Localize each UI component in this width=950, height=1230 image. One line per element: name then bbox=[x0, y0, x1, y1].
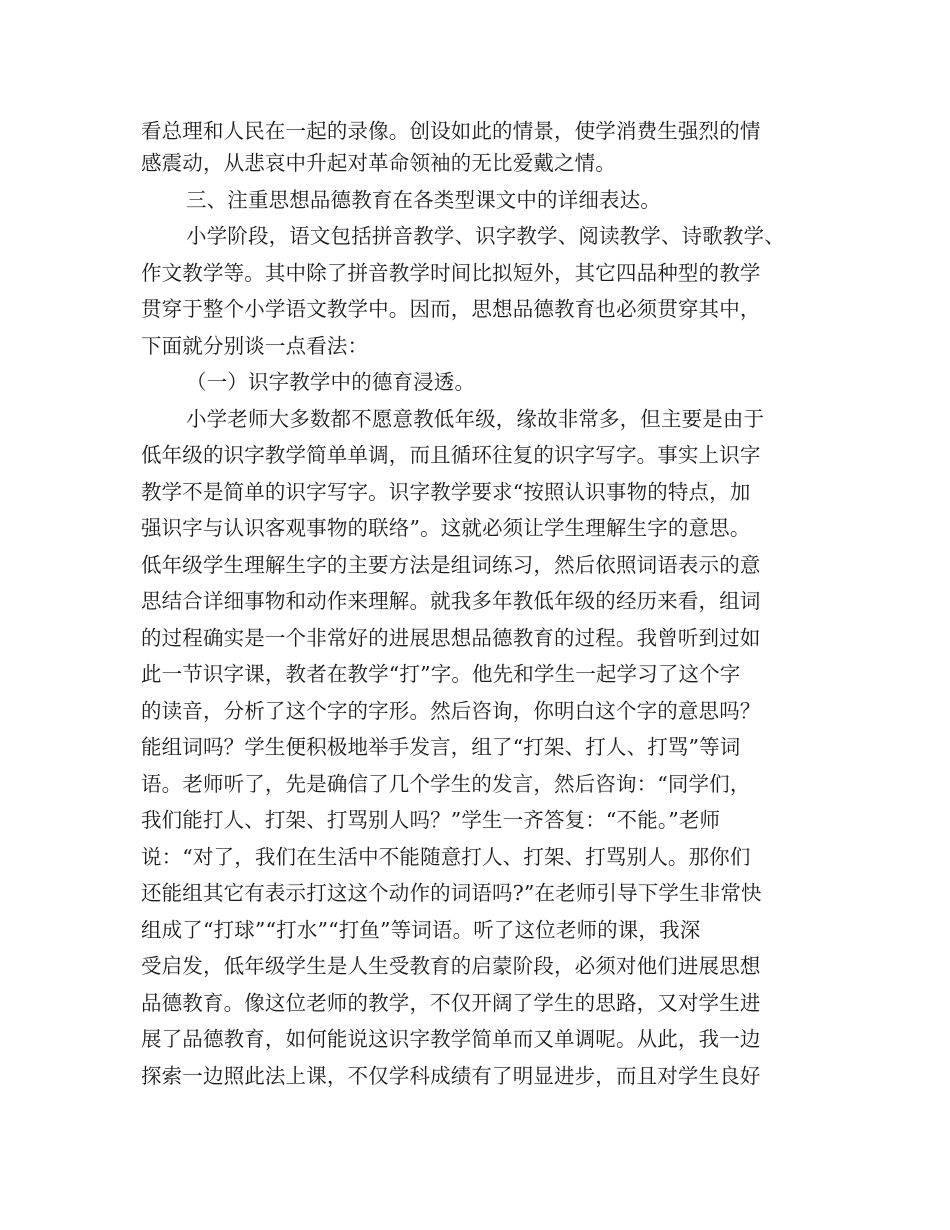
text-line: 强识字与认识客观事物的联络”。这就必须让学生理解生字的意思。 bbox=[141, 516, 751, 540]
text-line: 下面就分别谈一点看法： bbox=[141, 334, 369, 358]
text-line: 品德教育。像这位老师的教学，不仅开阔了学生的思路，又对学生进 bbox=[141, 991, 761, 1015]
text-line: 感震动，从悲哀中升起对革命领袖的无比爱戴之情。 bbox=[141, 151, 616, 175]
text-line: 展了品德教育，如何能说这识字教学简单而又单调呢。从此，我一边 bbox=[141, 1027, 761, 1051]
text-line: 低年级的识字教学简单单调，而且循环往复的识字写字。事实上识字 bbox=[141, 443, 761, 467]
text-line: 看总理和人民在一起的录像。创设如此的情景，使学消费生强烈的情 bbox=[141, 119, 761, 143]
paragraph-start: 小学阶段，语文包括拼音教学、识字教学、阅读教学、诗歌教学、 bbox=[186, 224, 785, 248]
text-line: 受启发，低年级学生是人生受教育的启蒙阶段，必须对他们进展思想 bbox=[141, 954, 761, 978]
text-line: 探索一边照此法上课，不仅学科成绩有了明显进步，而且对学生良好 bbox=[141, 1064, 761, 1088]
section-heading: 三、注重思想品德教育在各类型课文中的详细表达。 bbox=[186, 188, 661, 212]
text-line: 语。老师听了，先是确信了几个学生的发言，然后咨询：“同学们， bbox=[141, 772, 751, 796]
text-line: 教学不是简单的识字写字。识字教学要求“按照认识事物的特点，加 bbox=[141, 480, 751, 504]
subsection-heading: （一）识字教学中的德育浸透。 bbox=[186, 370, 476, 394]
text-line: 低年级学生理解生字的主要方法是组词练习，然后依照词语表示的意 bbox=[141, 553, 761, 577]
text-line: 我们能打人、打架、打骂别人吗？”学生一齐答复：“不能。”老师 bbox=[141, 808, 721, 832]
text-line: 的过程确实是一个非常好的进展思想品德教育的过程。我曾听到过如 bbox=[141, 626, 761, 650]
text-line: 作文教学等。其中除了拼音教学时间比拟短外，其它四品种型的教学 bbox=[141, 261, 761, 285]
text-line: 的读音，分析了这个字的字形。然后咨询，你明白这个字的意思吗？ bbox=[141, 699, 761, 723]
paragraph-start: 小学老师大多数都不愿意教低年级，缘故非常多，但主要是由于 bbox=[186, 407, 765, 431]
text-line: 组成了“打球”“打水”“打鱼”等词语。听了这位老师的课，我深 bbox=[141, 918, 701, 942]
text-line: 能组词吗？学生便积极地举手发言，组了“打架、打人、打骂”等词 bbox=[141, 735, 741, 759]
text-line: 说：“对了，我们在生活中不能随意打人、打架、打骂别人。那你们 bbox=[141, 845, 751, 869]
text-line: 还能组其它有表示打这这个动作的词语吗?”在老师引导下学生非常快 bbox=[141, 881, 762, 905]
text-line: 此一节识字课，教者在教学“打”字。他先和学生一起学习了这个字 bbox=[141, 662, 741, 686]
text-line: 思结合详细事物和动作来理解。就我多年教低年级的经历来看，组词 bbox=[141, 589, 761, 613]
text-line: 贯穿于整个小学语文教学中。因而，思想品德教育也必须贯穿其中， bbox=[141, 297, 761, 321]
